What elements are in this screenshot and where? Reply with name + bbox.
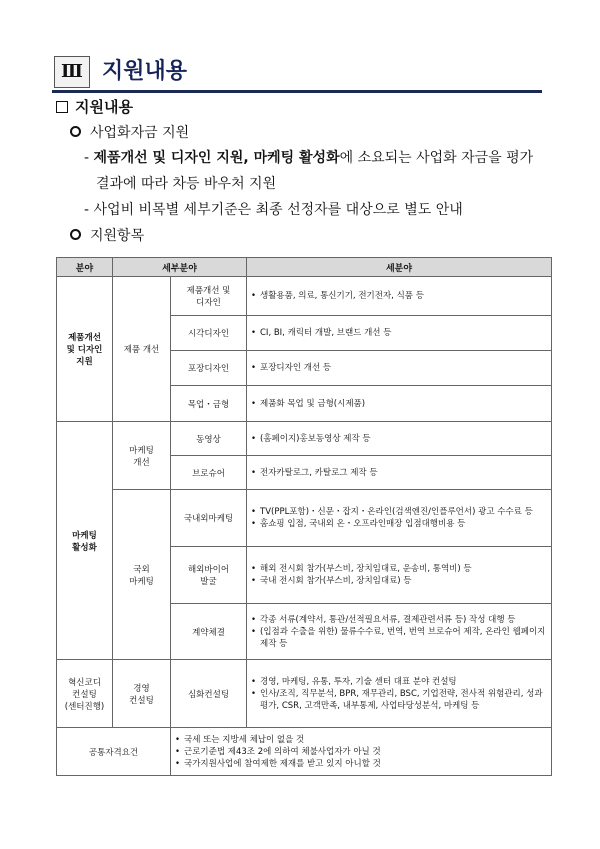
sub-overseas: 국외 마케팅: [113, 490, 171, 660]
sub-marketing-improve: 마케팅 개선: [113, 422, 171, 490]
table-row: [57, 490, 552, 547]
dash-item-2: - 사업비 비목별 세부기준은 최종 선정자를 대상으로 별도 안내: [84, 202, 463, 218]
detail-item: • 국세 또는 지방세 체납이 없을 것: [175, 734, 547, 746]
row-name: 시각디자인: [171, 316, 247, 351]
circle-bullet-icon: [70, 229, 81, 240]
table-row: [57, 422, 552, 456]
dash-item-1-cont: 결과에 따라 차등 바우처 지원: [96, 176, 277, 192]
detail-item: • (입점과 수출을 위한) 물류수수료, 번역, 번역 브로슈어 제작, 온라인 웹페이지 제작 등: [251, 626, 547, 650]
detail-item: • 인사/조직, 직무분석, BPR, 재무관리, BSC, 기업전략, 전사적 위험관리, 성과평가, CSR, 고객만족, 내부통제, 사업타당성분석, 마케팅 등: [251, 688, 547, 712]
support-items-text: 지원항목: [90, 228, 145, 244]
row-name: 심화컨설팅: [171, 660, 247, 728]
row-details: [247, 490, 552, 547]
row-name: 브로슈어: [171, 456, 247, 490]
detail-item: • 근로기준법 제43조 2에 의하여 체불사업자가 아닐 것: [175, 746, 547, 758]
detail-item: • 국내 전시회 참가(부스비, 장치임대료) 등: [251, 575, 547, 587]
row-name: 목업・금형: [171, 386, 247, 422]
bullet-funds: [70, 124, 189, 142]
funds-text: 사업화자금 지원: [90, 125, 190, 141]
detail-item: • (홈페이지)홍보동영상 제작 등: [251, 433, 547, 445]
sub-product: 제품 개선: [113, 277, 171, 422]
bullet-support-items: [70, 227, 144, 245]
header-field: 분야: [57, 258, 113, 277]
row-name: 제품개선 및 디자인: [171, 277, 247, 316]
group-innovation: 혁신코디 컨설팅 (센터진행): [57, 660, 113, 728]
checkbox-square-icon: [56, 101, 68, 113]
detail-item: • CI, BI, 캐릭터 개발, 브랜드 개선 등: [251, 327, 547, 339]
row-details: [247, 316, 552, 351]
section-title: 지원내용: [102, 59, 188, 84]
row-name: 계약체결: [171, 604, 247, 660]
circle-bullet-icon: [70, 126, 81, 137]
row-name: 국내외마케팅: [171, 490, 247, 547]
row-details: [247, 277, 552, 316]
row-name: 포장디자인: [171, 351, 247, 386]
detail-item: • 전자카탈로그, 카탈로그 제작 등: [251, 467, 547, 479]
detail-item: • 포장디자인 개선 등: [251, 362, 547, 374]
row-details: [247, 386, 552, 422]
detail-item: • 생활용품, 의료, 통신기기, 전기전자, 식품 등: [251, 290, 547, 302]
section-number: Ⅲ: [54, 56, 90, 88]
group-common: 공통자격요건: [57, 728, 171, 776]
sub-management: 경영 컨설팅: [113, 660, 171, 728]
detail-item: • 각종 서류(계약서, 통관/선적필요서류, 결제관련서류 등) 작성 대행 등: [251, 614, 547, 626]
heading-text: 지원내용: [75, 98, 133, 116]
row-name: 동영상: [171, 422, 247, 456]
row-details: [247, 660, 552, 728]
table-row: [57, 728, 552, 776]
common-details: [171, 728, 552, 776]
detail-item: • 국가지원사업에 참여제한 제재를 받고 있지 아니할 것: [175, 758, 547, 770]
row-details: [247, 422, 552, 456]
heading: [56, 98, 133, 116]
funds-dash1-rest: 에 소요되는 사업화 자금을 평가: [339, 150, 534, 166]
row-details: [247, 604, 552, 660]
detail-item: • 경영, 마케팅, 유통, 투자, 기술 센터 대표 분야 컨설팅: [251, 676, 547, 688]
section-header: [52, 54, 542, 93]
funds-dash2: 사업비 비목별 세부기준은 최종 선정자를 대상으로 별도 안내: [93, 202, 463, 218]
row-details: [247, 456, 552, 490]
dash-item-1: - 제품개선 및 디자인 지원, 마케팅 활성화에 소요되는 사업화 자금을 평가: [84, 150, 534, 166]
header-detail: 세분야: [247, 258, 552, 277]
row-details: [247, 351, 552, 386]
support-table: [56, 257, 552, 776]
funds-emphasis: 제품개선 및 디자인 지원, 마케팅 활성화: [93, 150, 340, 166]
detail-item: • 해외 전시회 참가(부스비, 장치임대료, 운송비, 통역비) 등: [251, 563, 547, 575]
group-product: 제품개선 및 디자인 지원: [57, 277, 113, 422]
group-marketing: 마케팅 활성화: [57, 422, 113, 660]
detail-item: • 제품화 목업 및 금형(시제품): [251, 398, 547, 410]
table-row: [57, 660, 552, 728]
table-row: [57, 277, 552, 316]
row-details: [247, 547, 552, 604]
row-name: 해외바이어 발굴: [171, 547, 247, 604]
detail-item: • TV(PPL포함)・신문・잡지・온라인(검색엔진/인플루언서) 광고 수수료 등: [251, 506, 547, 518]
table-header-row: [57, 258, 552, 277]
detail-item: • 홈쇼핑 입점, 국내외 온・오프라인매장 입점대행비용 등: [251, 518, 547, 530]
header-subfield: 세부분야: [113, 258, 247, 277]
